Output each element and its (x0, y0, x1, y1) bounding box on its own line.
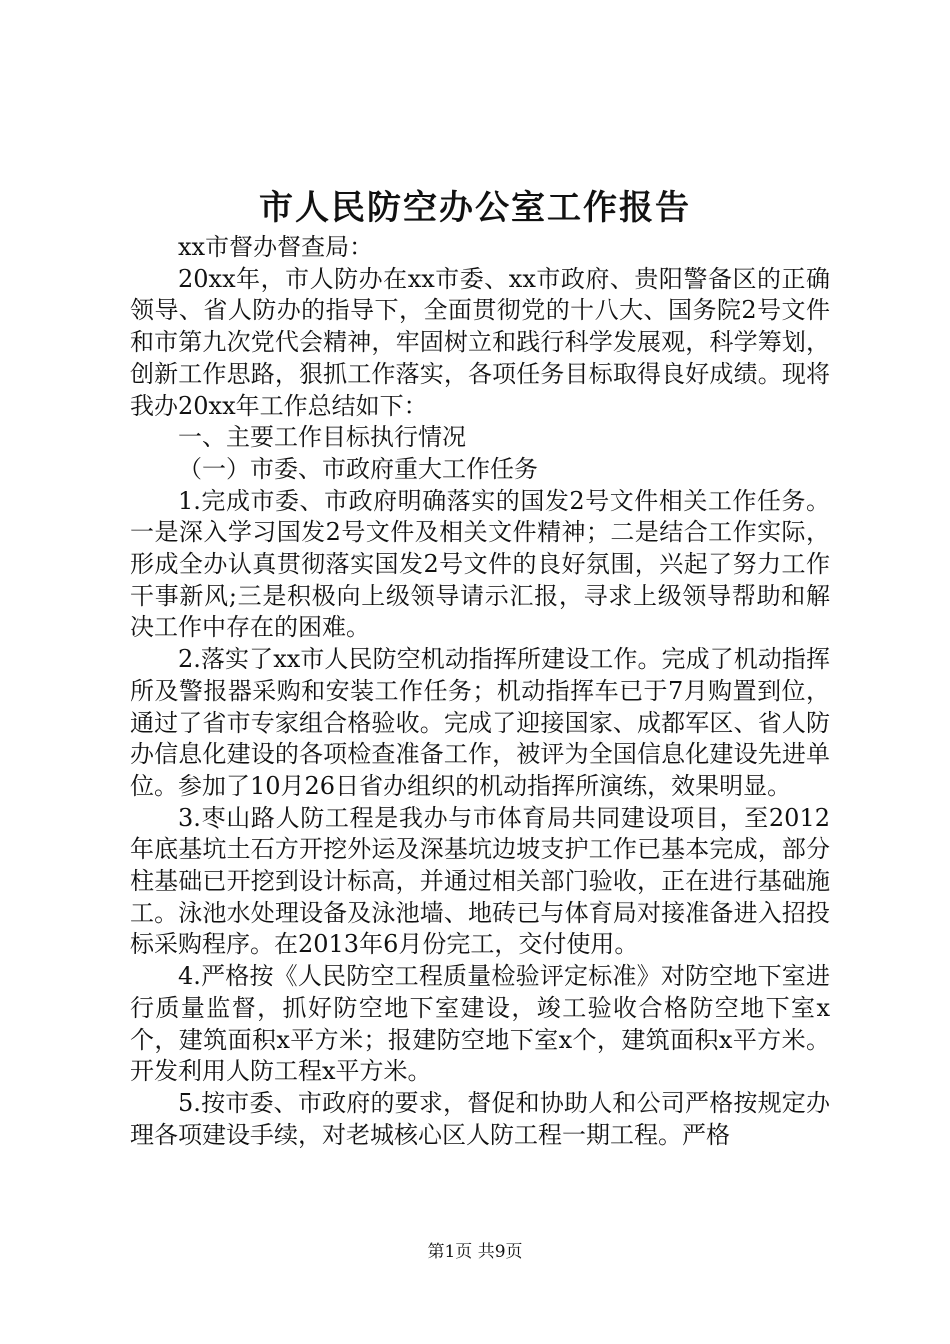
paragraph-item-3: 3.枣山路人防工程是我办与市体育局共同建设项目，至2012年底基坑土石方开挖外运及深基坑边坡支护工作已基本完成，部分柱基础已开挖到设计标高，并通过相关部门验收，正在进行基础施工。泳池水处理设备及泳池墙、地砖已与体育局对接准备进入招投标采购程序。在2013年6月份完工，交付使用。 (130, 803, 830, 959)
paragraph-item-4: 4.严格按《人民防空工程质量检验评定标准》对防空地下室进行质量监督，抓好防空地下室建设，竣工验收合格防空地下室x个，建筑面积x平方米；报建防空地下室x个，建筑面积x平方米。开发利用人防工程x平方米。 (130, 962, 830, 1086)
paragraph-item-5: 5.按市委、市政府的要求，督促和协助人和公司严格按规定办理各项建设手续，对老城核心区人防工程一期工程。严格 (130, 1088, 830, 1149)
document-body (130, 232, 830, 1151)
paragraph-intro: 20xx年，市人防办在xx市委、xx市政府、贵阳警备区的正确领导、省人防办的指导下，全面贯彻党的十八大、国务院2号文件和市第九次党代会精神，牢固树立和践行科学发展观，科学筹划，创新工作思路，狠抓工作落实，各项任务目标取得良好成绩。现将我办20xx年工作总结如下： (130, 264, 830, 420)
document-title: 市人民防空办公室工作报告 (259, 188, 691, 228)
section-heading-1: 一、主要工作目标执行情况 (178, 423, 466, 452)
paragraph-item-1: 1.完成市委、市政府明确落实的国发2号文件相关工作任务。一是深入学习国发2号文件及相关文件精神；二是结合工作实际，形成全办认真贯彻落实国发2号文件的良好氛围，兴起了努力工作干事新风;三是积极向上级领导请示汇报，寻求上级领导帮助和解决工作中存在的困难。 (130, 486, 830, 642)
subsection-heading-1: （一）市委、市政府重大工作任务 (178, 454, 538, 483)
salutation: xx市督办督查局： (178, 233, 374, 261)
page-number-footer: 第1页 共9页 (427, 1242, 523, 1262)
paragraph-item-2: 2.落实了xx市人民防空机动指挥所建设工作。完成了机动指挥所及警报器采购和安装工作任务；机动指挥车已于7月购置到位，通过了省市专家组合格验收。完成了迎接国家、成都军区、省人防办信息化建设的各项检查准备工作，被评为全国信息化建设先进单位。参加了10月26日省办组织的机动指挥所演练，效果明显。 (130, 645, 830, 800)
